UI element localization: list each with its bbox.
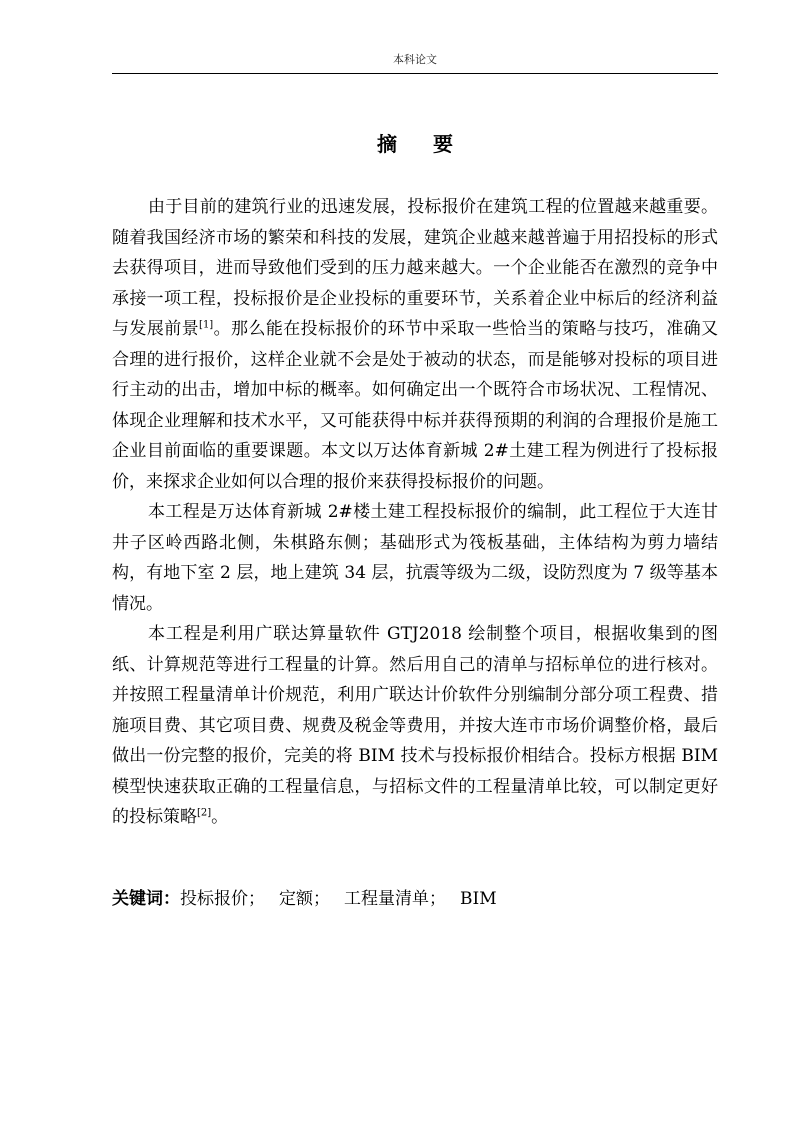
abstract-paragraph-1: [112, 192, 718, 497]
citation-2: [2]: [197, 807, 212, 819]
keyword-item: 定额；: [279, 889, 330, 909]
keyword-item: 投标报价；: [180, 889, 265, 909]
citation-1: [1]: [199, 319, 214, 331]
paragraph-3-text-b: 。: [211, 807, 229, 827]
paragraph-1-text-b: 。那么能在投标报价的环节中采取一些恰当的策略与技巧，准确又合理的进行报价，这样企业就不会是处于被动的状态，而是能够对投标的项目进行主动的出击，增加中标的概率。如何确定出一个既符合市场状况、工程情况、体现企业理解和技术水平，又可能获得中标并获得预期的利润的合理报价是施工企业目前面临的重要课题。本文以万达体育新城 2#土建工程为例进行了投标报价，来探求企业如何以合理的报价来获得投标报价的问题。: [112, 319, 719, 492]
running-header-title: 本科论文: [393, 53, 437, 66]
abstract-paragraph-2: 本工程是万达体育新城 2#楼土建工程投标报价的编制，此工程位于大连甘井子区岭西路北侧，朱棋路东侧；基础形式为筏板基础，主体结构为剪力墙结构，有地下室 2 层，地上建筑 34 层，抗震等级为二级，设防烈度为 7 级等基本情况。: [112, 502, 718, 614]
keyword-item: 工程量清单；: [344, 889, 446, 909]
running-header: [112, 51, 718, 74]
keywords-label: 关键词：: [112, 889, 180, 909]
paragraph-1-text-a: 由于目前的建筑行业的迅速发展，投标报价在建筑工程的位置越来越重要。随着我国经济市场的繁荣和科技的发展，建筑企业越来越普遍于用招投标的形式去获得项目，进而导致他们受到的压力越来越大。一个企业能否在激烈的竞争中承接一项工程，投标报价是企业投标的重要环节，关系着企业中标后的经济利益与发展前景: [112, 197, 718, 339]
abstract-body: [112, 192, 718, 833]
keyword-item: BIM: [460, 889, 497, 909]
abstract-paragraph-3: [112, 619, 718, 833]
paragraph-3-text-a: 本工程是利用广联达算量软件 GTJ2018 绘制整个项目，根据收集到的图纸、计算规范等进行工程量的计算。然后用自己的清单与招标单位的进行核对。并按照工程量清单计价规范，利用广联达计价软件分别编制分部分项工程费、措施项目费、其它项目费、规费及税金等费用，并按大连市市场价调整价格，最后做出一份完整的报价，完美的将 BIM 技术与投标报价相结合。投标方根据 BIM 模型快速获取正确的工程量信息，与招标文件的工程量清单比较，可以制定更好的投标策略: [112, 624, 718, 827]
abstract-title: 摘要: [377, 132, 489, 156]
keywords-line: [112, 884, 718, 914]
